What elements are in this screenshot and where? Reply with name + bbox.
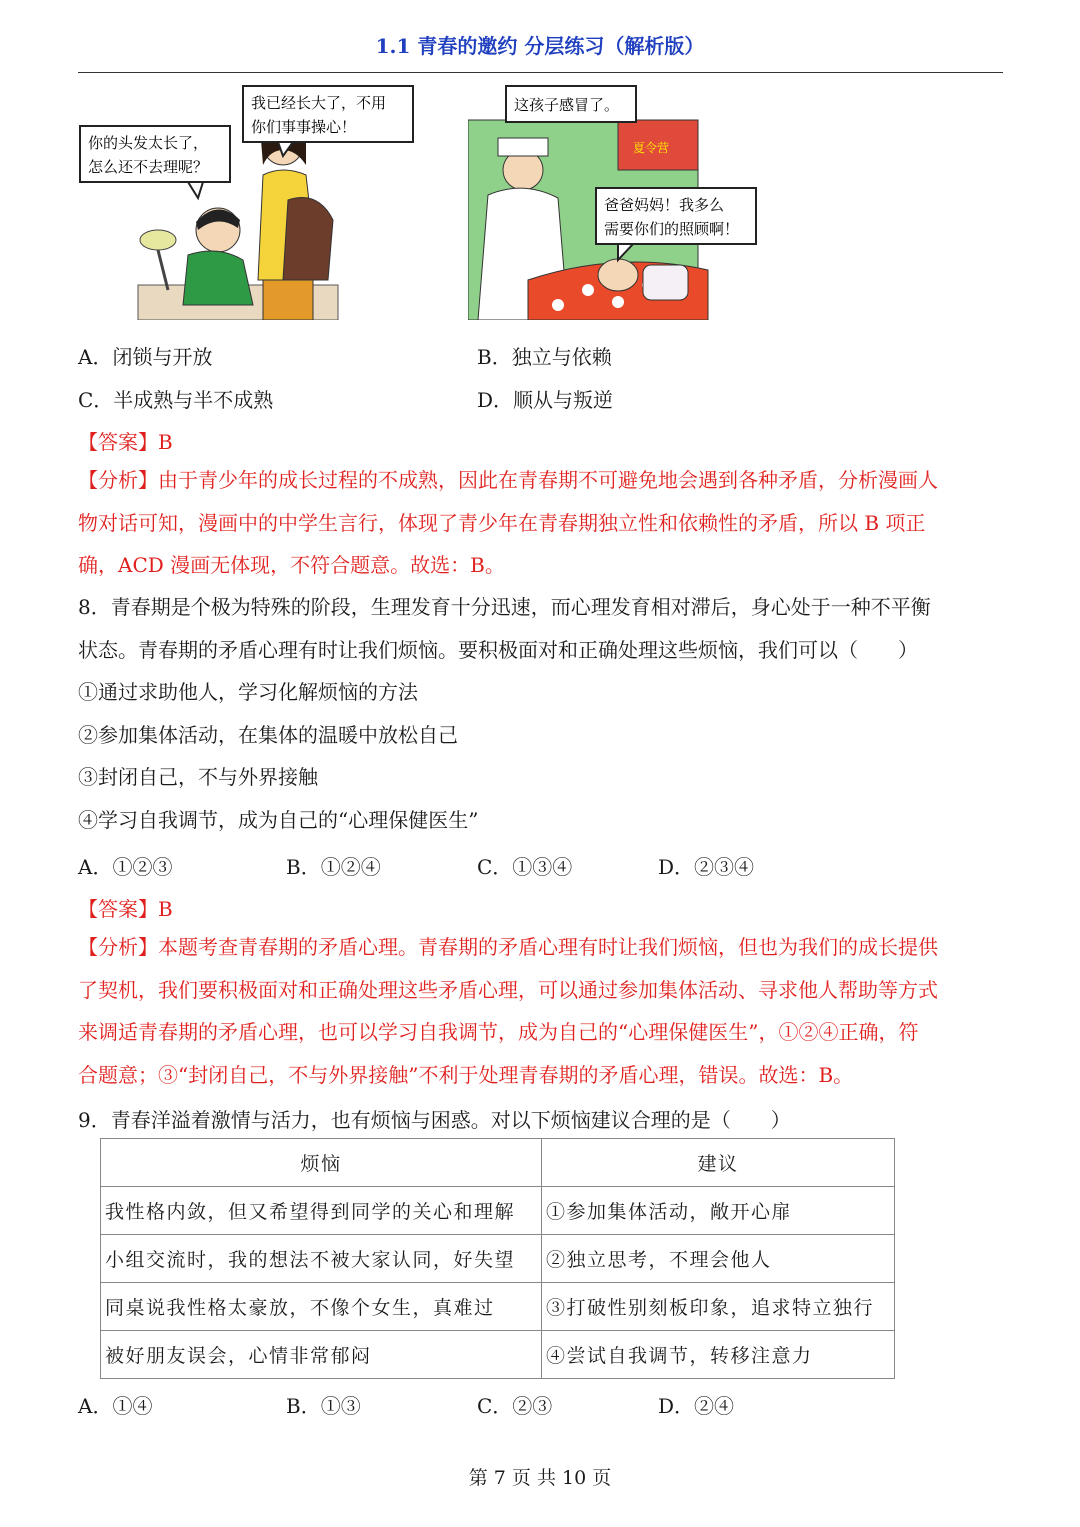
bubble-doctor: 这孩子感冒了。 [514, 96, 620, 114]
q8-item: ②参加集体活动，在集体的温暖中放松自己 [78, 722, 458, 747]
q8-analysis-line: 【分析】本题考查青春期的矛盾心理。青春期的矛盾心理有时让我们烦恼，但也为我们的成长提供 [78, 935, 938, 959]
q8-answer: 【答案】B [78, 897, 173, 921]
table-cell: ②独立思考，不理会他人 [542, 1235, 895, 1283]
q7-option-c: C．半成熟与半不成熟 [78, 388, 274, 412]
q7-analysis-line: 物对话可知，漫画中的中学生言行，体现了青少年在青春期独立性和依赖性的矛盾，所以 B 项正 [78, 510, 926, 535]
bubble-parent-line2: 怎么还不去理呢？ [88, 158, 209, 176]
q9-option-a: A．①④ [78, 1394, 153, 1418]
table-cell: 同桌说我性格太豪放，不像个女生，真难过 [101, 1283, 542, 1331]
q8-analysis-line: 了契机，我们要积极面对和正确处理这些矛盾心理，可以通过参加集体活动、寻求他人帮助等方式 [78, 977, 938, 1002]
q8-option-a: A．①②③ [78, 855, 173, 879]
bubble-teen-line2: 你们事事操心！ [251, 118, 357, 136]
header-divider [78, 72, 1003, 73]
q9-option-d: D．②④ [658, 1394, 735, 1418]
table-cell: 小组交流时，我的想法不被大家认同，好失望 [101, 1235, 542, 1283]
q8-stem-line: 状态。青春期的矛盾心理有时让我们烦恼。要积极面对和正确处理这些烦恼，我们可以（ ） [78, 637, 918, 662]
flag-text: 夏令营 [633, 141, 670, 155]
bubble-parent-line1: 你的头发太长了， [88, 134, 209, 152]
table-cell: ①参加集体活动，敞开心扉 [542, 1187, 895, 1235]
q7-analysis-line: 确，ACD 漫画无体现，不符合题意。故选：B。 [78, 553, 505, 577]
q9-table [100, 1138, 895, 1379]
q9-option-b: B．①③ [286, 1394, 361, 1418]
table-row [101, 1283, 895, 1331]
q7-option-b: B．独立与依赖 [477, 345, 612, 369]
table-cell: 我性格内敛，但又希望得到同学的关心和理解 [101, 1187, 542, 1235]
bubble-child-line1: 爸爸妈妈！我多么 [604, 196, 725, 214]
bubble-child-line2: 需要你们的照顾啊！ [604, 220, 740, 238]
table-row [101, 1331, 895, 1379]
q8-analysis-line: 来调适青春期的矛盾心理，也可以学习自我调节，成为自己的“心理保健医生”，①②④正确，符 [78, 1020, 919, 1044]
page-footer: 第 7 页 共 10 页 [468, 1467, 612, 1489]
q9-option-c: C．②③ [477, 1394, 553, 1418]
q8-option-c: C．①③④ [477, 855, 573, 879]
table-cell: ③打破性别刻板印象，追求特立独行 [542, 1283, 895, 1331]
table-header-advice: 建议 [542, 1139, 895, 1187]
q8-option-d: D．②③④ [658, 855, 755, 879]
table-header-worry: 烦恼 [101, 1139, 542, 1187]
q7-analysis [78, 459, 1004, 587]
q8-stem-line: 8．青春期是个极为特殊的阶段，生理发育十分迅速，而心理发育相对滞后，身心处于一种不平衡 [78, 595, 931, 619]
q7-analysis-line: 【分析】由于青少年的成长过程的不成熟，因此在青春期不可避免地会遇到各种矛盾，分析漫画人 [78, 468, 938, 492]
q9-stem: 9．青春洋溢着激情与活力，也有烦恼与困惑。对以下烦恼建议合理的是（ ） [78, 1108, 791, 1132]
table-cell: 被好朋友误会，心情非常郁闷 [101, 1331, 542, 1379]
comic-left-illustration [78, 80, 418, 320]
q8-item: ④学习自我调节，成为自己的“心理保健医生” [78, 807, 479, 832]
q8-analysis [78, 926, 1004, 1096]
page-header-title: 1.1 青春的邀约 分层练习（解析版） [375, 34, 705, 58]
table-row [101, 1187, 895, 1235]
table-cell: ④尝试自我调节，转移注意力 [542, 1331, 895, 1379]
q8-item: ③封闭自己，不与外界接触 [78, 765, 318, 789]
bubble-teen-line1: 我已经长大了，不用 [251, 94, 387, 112]
q7-option-a: A．闭锁与开放 [78, 345, 213, 369]
q8-analysis-line: 合题意；③“封闭自己，不与外界接触”不利于处理青春期的矛盾心理，错误。故选：B。 [78, 1062, 854, 1087]
table-header-row [101, 1139, 895, 1187]
comic-right-illustration [468, 80, 758, 320]
q7-answer: 【答案】B [78, 430, 173, 454]
q8-option-b: B．①②④ [286, 855, 381, 879]
q8-item: ①通过求助他人，学习化解烦恼的方法 [78, 680, 418, 704]
q8-stem [78, 586, 1004, 841]
q7-option-d: D．顺从与叛逆 [477, 388, 614, 412]
table-row [101, 1235, 895, 1283]
